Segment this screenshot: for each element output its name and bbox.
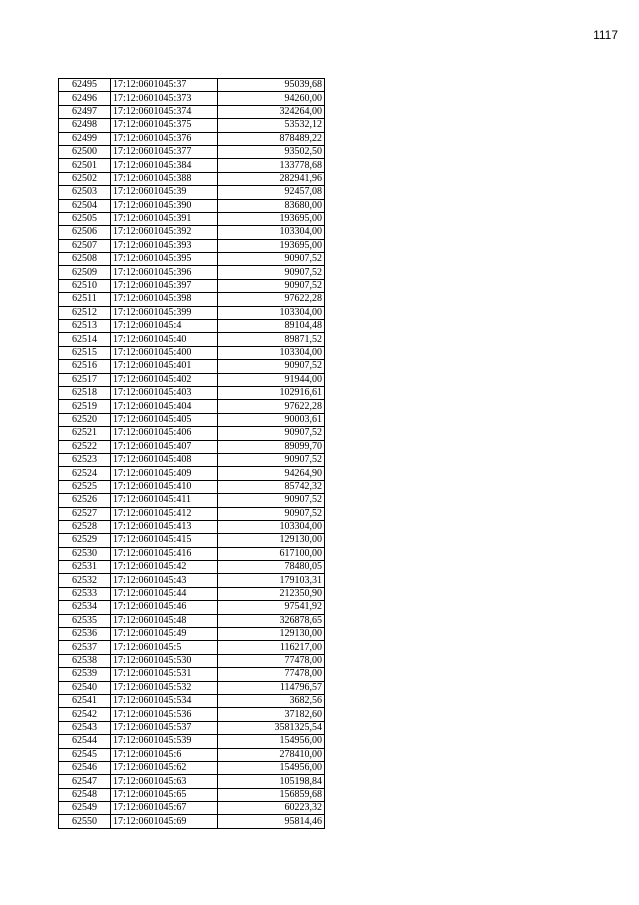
cadastral-value-cell: 154956,00: [218, 761, 325, 774]
row-number-cell: 62517: [59, 373, 111, 386]
table-row: [59, 761, 325, 774]
cadastral-value-cell: 93502,50: [218, 145, 325, 158]
table-row: [59, 226, 325, 239]
cadastral-number-cell: 17:12:0601045:388: [111, 172, 218, 185]
cadastral-value-cell: 114796,57: [218, 681, 325, 694]
table-row: [59, 721, 325, 734]
table-row: [59, 708, 325, 721]
cadastral-value-cell: 92457,08: [218, 186, 325, 199]
table-row: [59, 735, 325, 748]
cadastral-value-cell: 78480,05: [218, 561, 325, 574]
row-number-cell: 62509: [59, 266, 111, 279]
row-number-cell: 62505: [59, 212, 111, 225]
row-number-cell: 62502: [59, 172, 111, 185]
cadastral-value-cell: 90907,52: [218, 427, 325, 440]
cadastral-value-cell: 154956,00: [218, 735, 325, 748]
cadastral-value-cell: 77478,00: [218, 654, 325, 667]
table-row: [59, 467, 325, 480]
row-number-cell: 62548: [59, 788, 111, 801]
cadastral-number-cell: 17:12:0601045:44: [111, 587, 218, 600]
table-row: [59, 186, 325, 199]
table-row: [59, 614, 325, 627]
page-number: 1117: [593, 28, 618, 42]
cadastral-number-cell: 17:12:0601045:69: [111, 815, 218, 828]
table-row: [59, 373, 325, 386]
cadastral-value-cell: 133778,68: [218, 159, 325, 172]
cadastral-value-cell: 95814,46: [218, 815, 325, 828]
table-row: [59, 320, 325, 333]
cadastral-value-cell: 97541,92: [218, 601, 325, 614]
table-row: [59, 507, 325, 520]
row-number-cell: 62550: [59, 815, 111, 828]
row-number-cell: 62547: [59, 775, 111, 788]
table-row: [59, 494, 325, 507]
cadastral-value-cell: 129130,00: [218, 534, 325, 547]
cadastral-number-cell: 17:12:0601045:391: [111, 212, 218, 225]
cadastral-number-cell: 17:12:0601045:539: [111, 735, 218, 748]
row-number-cell: 62533: [59, 587, 111, 600]
table-row: [59, 172, 325, 185]
row-number-cell: 62546: [59, 761, 111, 774]
cadastral-number-cell: 17:12:0601045:407: [111, 440, 218, 453]
cadastral-value-cell: 95039,68: [218, 79, 325, 92]
table-row: [59, 547, 325, 560]
row-number-cell: 62506: [59, 226, 111, 239]
table-row: [59, 253, 325, 266]
row-number-cell: 62529: [59, 534, 111, 547]
table-row: [59, 346, 325, 359]
cadastral-number-cell: 17:12:0601045:531: [111, 668, 218, 681]
row-number-cell: 62543: [59, 721, 111, 734]
cadastral-number-cell: 17:12:0601045:37: [111, 79, 218, 92]
cadastral-value-cell: 102916,61: [218, 386, 325, 399]
table-row: [59, 105, 325, 118]
row-number-cell: 62512: [59, 306, 111, 319]
table-row: [59, 360, 325, 373]
row-number-cell: 62495: [59, 79, 111, 92]
row-number-cell: 62511: [59, 293, 111, 306]
cadastral-number-cell: 17:12:0601045:410: [111, 480, 218, 493]
table-row: [59, 681, 325, 694]
cadastral-value-cell: 53532,12: [218, 119, 325, 132]
table-row: [59, 293, 325, 306]
table-row: [59, 587, 325, 600]
row-number-cell: 62503: [59, 186, 111, 199]
cadastral-value-cell: 94264,90: [218, 467, 325, 480]
cadastral-value-cell: 103304,00: [218, 226, 325, 239]
table-row: [59, 601, 325, 614]
cadastral-number-cell: 17:12:0601045:413: [111, 520, 218, 533]
row-number-cell: 62535: [59, 614, 111, 627]
cadastral-number-cell: 17:12:0601045:403: [111, 386, 218, 399]
row-number-cell: 62526: [59, 494, 111, 507]
cadastral-number-cell: 17:12:0601045:401: [111, 360, 218, 373]
cadastral-value-cell: 83680,00: [218, 199, 325, 212]
table-row: [59, 628, 325, 641]
cadastral-number-cell: 17:12:0601045:404: [111, 400, 218, 413]
cadastral-value-cell: 193695,00: [218, 239, 325, 252]
cadastral-value-cell: 3682,56: [218, 694, 325, 707]
table-row: [59, 306, 325, 319]
cadastral-value-cell: 37182,60: [218, 708, 325, 721]
table-row: [59, 694, 325, 707]
table-row: [59, 266, 325, 279]
table-row: [59, 775, 325, 788]
cadastral-number-cell: 17:12:0601045:63: [111, 775, 218, 788]
table-row: [59, 654, 325, 667]
row-number-cell: 62504: [59, 199, 111, 212]
cadastral-value-cell: 116217,00: [218, 641, 325, 654]
table-row: [59, 79, 325, 92]
row-number-cell: 62510: [59, 279, 111, 292]
table-row: [59, 427, 325, 440]
cadastral-number-cell: 17:12:0601045:46: [111, 601, 218, 614]
table-row: [59, 668, 325, 681]
cadastral-number-cell: 17:12:0601045:399: [111, 306, 218, 319]
cadastral-value-cell: 89099,70: [218, 440, 325, 453]
table-row: [59, 333, 325, 346]
cadastral-value-cell: 91944,00: [218, 373, 325, 386]
cadastral-number-cell: 17:12:0601045:40: [111, 333, 218, 346]
row-number-cell: 62542: [59, 708, 111, 721]
table-row: [59, 145, 325, 158]
row-number-cell: 62531: [59, 561, 111, 574]
cadastral-number-cell: 17:12:0601045:374: [111, 105, 218, 118]
row-number-cell: 62500: [59, 145, 111, 158]
cadastral-value-cell: 77478,00: [218, 668, 325, 681]
cadastral-number-cell: 17:12:0601045:375: [111, 119, 218, 132]
row-number-cell: 62524: [59, 467, 111, 480]
row-number-cell: 62499: [59, 132, 111, 145]
cadastral-value-cell: 97622,28: [218, 293, 325, 306]
table-row: [59, 279, 325, 292]
cadastral-number-cell: 17:12:0601045:409: [111, 467, 218, 480]
table-row: [59, 119, 325, 132]
cadastral-number-cell: 17:12:0601045:376: [111, 132, 218, 145]
table-row: [59, 132, 325, 145]
cadastral-number-cell: 17:12:0601045:406: [111, 427, 218, 440]
row-number-cell: 62549: [59, 802, 111, 815]
row-number-cell: 62515: [59, 346, 111, 359]
row-number-cell: 62498: [59, 119, 111, 132]
cadastral-number-cell: 17:12:0601045:416: [111, 547, 218, 560]
row-number-cell: 62534: [59, 601, 111, 614]
cadastral-value-cell: 3581325,54: [218, 721, 325, 734]
row-number-cell: 62523: [59, 453, 111, 466]
row-number-cell: 62536: [59, 628, 111, 641]
cadastral-value-cell: 89871,52: [218, 333, 325, 346]
cadastral-value-cell: 90907,52: [218, 279, 325, 292]
cadastral-number-cell: 17:12:0601045:415: [111, 534, 218, 547]
cadastral-number-cell: 17:12:0601045:62: [111, 761, 218, 774]
cadastral-number-cell: 17:12:0601045:534: [111, 694, 218, 707]
cadastral-number-cell: 17:12:0601045:5: [111, 641, 218, 654]
row-number-cell: 62545: [59, 748, 111, 761]
row-number-cell: 62513: [59, 320, 111, 333]
cadastral-number-cell: 17:12:0601045:532: [111, 681, 218, 694]
row-number-cell: 62544: [59, 735, 111, 748]
cadastral-number-cell: 17:12:0601045:39: [111, 186, 218, 199]
cadastral-number-cell: 17:12:0601045:400: [111, 346, 218, 359]
cadastral-number-cell: 17:12:0601045:392: [111, 226, 218, 239]
row-number-cell: 62532: [59, 574, 111, 587]
cadastral-number-cell: 17:12:0601045:43: [111, 574, 218, 587]
cadastral-number-cell: 17:12:0601045:384: [111, 159, 218, 172]
cadastral-value-cell: 90907,52: [218, 266, 325, 279]
table-row: [59, 92, 325, 105]
cadastral-value-cell: 105198,84: [218, 775, 325, 788]
cadastral-number-cell: 17:12:0601045:4: [111, 320, 218, 333]
cadastral-number-cell: 17:12:0601045:405: [111, 413, 218, 426]
table-row: [59, 520, 325, 533]
row-number-cell: 62537: [59, 641, 111, 654]
cadastral-value-cell: 156859,68: [218, 788, 325, 801]
cadastral-value-table: [58, 78, 325, 829]
cadastral-number-cell: 17:12:0601045:65: [111, 788, 218, 801]
cadastral-value-cell: 60223,32: [218, 802, 325, 815]
row-number-cell: 62538: [59, 654, 111, 667]
row-number-cell: 62518: [59, 386, 111, 399]
cadastral-value-cell: 103304,00: [218, 520, 325, 533]
cadastral-value-cell: 129130,00: [218, 628, 325, 641]
cadastral-number-cell: 17:12:0601045:537: [111, 721, 218, 734]
cadastral-number-cell: 17:12:0601045:536: [111, 708, 218, 721]
row-number-cell: 62519: [59, 400, 111, 413]
table-row: [59, 440, 325, 453]
cadastral-number-cell: 17:12:0601045:6: [111, 748, 218, 761]
table-row: [59, 574, 325, 587]
table-row: [59, 239, 325, 252]
cadastral-number-cell: 17:12:0601045:49: [111, 628, 218, 641]
table-row: [59, 788, 325, 801]
cadastral-number-cell: 17:12:0601045:398: [111, 293, 218, 306]
table-row: [59, 413, 325, 426]
cadastral-value-cell: 617100,00: [218, 547, 325, 560]
cadastral-value-cell: 103304,00: [218, 346, 325, 359]
cadastral-number-cell: 17:12:0601045:48: [111, 614, 218, 627]
cadastral-number-cell: 17:12:0601045:42: [111, 561, 218, 574]
cadastral-value-cell: 326878,65: [218, 614, 325, 627]
table-row: [59, 748, 325, 761]
row-number-cell: 62496: [59, 92, 111, 105]
row-number-cell: 62541: [59, 694, 111, 707]
table-row: [59, 159, 325, 172]
cadastral-value-cell: 94260,00: [218, 92, 325, 105]
row-number-cell: 62516: [59, 360, 111, 373]
row-number-cell: 62497: [59, 105, 111, 118]
cadastral-number-cell: 17:12:0601045:377: [111, 145, 218, 158]
row-number-cell: 62525: [59, 480, 111, 493]
cadastral-number-cell: 17:12:0601045:402: [111, 373, 218, 386]
cadastral-value-cell: 90907,52: [218, 253, 325, 266]
cadastral-number-cell: 17:12:0601045:411: [111, 494, 218, 507]
cadastral-value-cell: 179103,31: [218, 574, 325, 587]
table-row: [59, 453, 325, 466]
cadastral-number-cell: 17:12:0601045:395: [111, 253, 218, 266]
cadastral-value-cell: 97622,28: [218, 400, 325, 413]
cadastral-number-cell: 17:12:0601045:67: [111, 802, 218, 815]
cadastral-value-cell: 324264,00: [218, 105, 325, 118]
row-number-cell: 62508: [59, 253, 111, 266]
cadastral-number-cell: 17:12:0601045:397: [111, 279, 218, 292]
table-row: [59, 480, 325, 493]
cadastral-value-cell: 212350,90: [218, 587, 325, 600]
row-number-cell: 62539: [59, 668, 111, 681]
cadastral-value-cell: 282941,96: [218, 172, 325, 185]
cadastral-value-cell: 278410,00: [218, 748, 325, 761]
cadastral-value-cell: 90907,52: [218, 494, 325, 507]
table-row: [59, 641, 325, 654]
row-number-cell: 62501: [59, 159, 111, 172]
row-number-cell: 62528: [59, 520, 111, 533]
table-row: [59, 386, 325, 399]
cadastral-number-cell: 17:12:0601045:390: [111, 199, 218, 212]
row-number-cell: 62507: [59, 239, 111, 252]
table-row: [59, 815, 325, 828]
table-row: [59, 199, 325, 212]
row-number-cell: 62527: [59, 507, 111, 520]
cadastral-number-cell: 17:12:0601045:412: [111, 507, 218, 520]
table-body: [59, 79, 325, 829]
cadastral-value-cell: 85742,32: [218, 480, 325, 493]
cadastral-value-cell: 89104,48: [218, 320, 325, 333]
cadastral-value-cell: 90907,52: [218, 453, 325, 466]
cadastral-value-cell: 103304,00: [218, 306, 325, 319]
row-number-cell: 62540: [59, 681, 111, 694]
table-row: [59, 561, 325, 574]
row-number-cell: 62520: [59, 413, 111, 426]
table-row: [59, 534, 325, 547]
cadastral-value-cell: 90907,52: [218, 360, 325, 373]
cadastral-number-cell: 17:12:0601045:408: [111, 453, 218, 466]
cadastral-number-cell: 17:12:0601045:373: [111, 92, 218, 105]
cadastral-number-cell: 17:12:0601045:530: [111, 654, 218, 667]
cadastral-value-cell: 193695,00: [218, 212, 325, 225]
table-row: [59, 400, 325, 413]
cadastral-number-cell: 17:12:0601045:393: [111, 239, 218, 252]
cadastral-number-cell: 17:12:0601045:396: [111, 266, 218, 279]
row-number-cell: 62521: [59, 427, 111, 440]
table-row: [59, 802, 325, 815]
row-number-cell: 62530: [59, 547, 111, 560]
table-row: [59, 212, 325, 225]
cadastral-value-cell: 90003,61: [218, 413, 325, 426]
cadastral-value-cell: 878489,22: [218, 132, 325, 145]
cadastral-value-cell: 90907,52: [218, 507, 325, 520]
row-number-cell: 62522: [59, 440, 111, 453]
row-number-cell: 62514: [59, 333, 111, 346]
